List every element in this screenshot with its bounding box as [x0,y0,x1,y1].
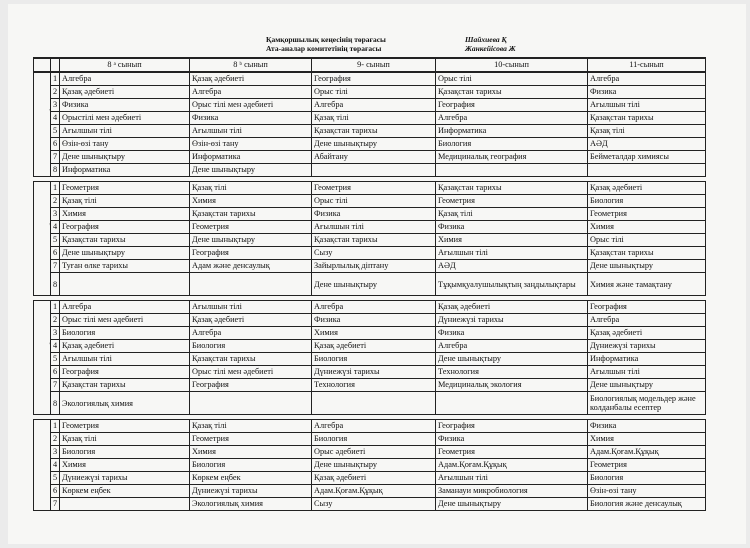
subject-cell: Дене шынықтыру [190,164,312,177]
lesson-number: 1 [51,182,60,195]
lesson-number: 2 [51,195,60,208]
subject-cell: Алгебра [588,314,706,327]
subject-cell: Медициналық экология [436,379,588,392]
header-chair-line: Қамқоршылық кеңесінің төрағасы [266,35,386,44]
subject-cell: Дене шынықтыру [436,498,588,511]
subject-cell: Туған өлке тарихы [60,260,190,273]
table-row [34,498,706,511]
subject-cell: Химия [190,446,312,459]
subject-cell: Сызу [312,498,436,511]
subject-cell: География [190,247,312,260]
subject-cell: Ағылшын тілі [190,125,312,138]
subject-cell: Физика [312,314,436,327]
subject-cell: География [588,301,706,314]
subject-cell: Медициналық география [436,151,588,164]
subject-cell: Информатика [60,164,190,177]
subject-cell: Информатика [436,125,588,138]
header-right [465,35,516,53]
subject-cell: Ағылшын тілі [436,247,588,260]
subject-cell: Адам.Қоғам.Құқық [312,485,436,498]
subject-cell: Қазақ тілі [60,195,190,208]
header-committee-line: Ата-аналар комитетінің төрағасы [266,44,382,53]
subject-cell: Орыс тілі [588,234,706,247]
subject-cell: Қазақстан тарихы [436,182,588,195]
subject-cell: Дене шынықтыру [312,138,436,151]
subject-cell: Абайтану [312,151,436,164]
lesson-number: 5 [51,234,60,247]
subject-cell: Дене шынықтыру [312,459,436,472]
subject-cell: Химия [588,433,706,446]
lesson-number: 8 [51,164,60,177]
subject-cell: Қазақ әдебиеті [60,340,190,353]
lesson-number: 5 [51,472,60,485]
subject-cell: Заманауи микробиология [436,485,588,498]
subject-cell: Алгебра [588,72,706,86]
table-row [34,485,706,498]
subject-cell: Қазақ әдебиеті [190,72,312,86]
subject-cell: Ағылшын тілі [588,99,706,112]
subject-cell: Қазақстан тарихы [190,353,312,366]
table-row [34,182,706,195]
subject-cell [436,164,588,177]
subject-cell: Ағылшын тілі [60,353,190,366]
subject-cell: Дүниежүзі тарихы [312,366,436,379]
subject-cell: Алгебра [312,420,436,433]
subject-cell: Дүниежүзі тарихы [60,472,190,485]
subject-cell: География [60,366,190,379]
subject-cell: Зайырлылық діптану [312,260,436,273]
subject-cell: География [436,99,588,112]
subject-cell: Қазақ тілі [436,208,588,221]
table-row [34,379,706,392]
subject-cell: Алгебра [436,340,588,353]
subject-cell: Қазақстан тарихы [588,247,706,260]
subject-cell: АӘД [588,138,706,151]
subject-cell: Биология [436,138,588,151]
subject-cell: Информатика [588,353,706,366]
subject-cell: Қазақ әдебиеті [588,327,706,340]
table-row [34,151,706,164]
lesson-number: 4 [51,340,60,353]
subject-cell: Химия [60,459,190,472]
subject-cell: Қазақ әдебиеті [312,340,436,353]
subject-cell: Физика [588,420,706,433]
lesson-number: 6 [51,138,60,151]
subject-cell [436,392,588,415]
subject-cell: Биология және денсаулық [588,498,706,511]
subject-cell: Биология [312,353,436,366]
column-header: 9- сынып [312,58,436,72]
lesson-number: 8 [51,392,60,415]
subject-cell: Алгебра [60,72,190,86]
table-row [34,353,706,366]
subject-cell [588,164,706,177]
subject-cell: Дене шынықтыру [588,379,706,392]
subject-cell: Дене шынықтыру [60,151,190,164]
subject-cell: Қазақ әдебиеті [60,86,190,99]
column-header: 11-сынып [588,58,706,72]
lesson-number: 5 [51,353,60,366]
subject-cell: Қазақ тілі [588,125,706,138]
subject-cell: Қазақстан тарихы [588,112,706,125]
table-row [34,472,706,485]
subject-cell: Орыс тілі [312,195,436,208]
subject-cell: Алгебра [190,86,312,99]
lesson-number: 1 [51,420,60,433]
table-row [34,221,706,234]
subject-cell: Қазақстан тарихы [312,125,436,138]
lesson-number: 7 [51,260,60,273]
subject-cell: Физика [60,99,190,112]
subject-cell: География [190,379,312,392]
subject-cell: Өзін-өзі тану [588,485,706,498]
subject-cell: Көркем еңбек [190,472,312,485]
subject-cell: Технология [312,379,436,392]
subject-cell: Қазақ әдебиеті [436,301,588,314]
table-row [34,433,706,446]
subject-cell: Дүниежүзі тарихы [588,340,706,353]
subject-cell: Биология [190,459,312,472]
subject-cell: Қазақстан тарихы [190,208,312,221]
subject-cell: Өзін-өзі тану [190,138,312,151]
subject-cell: Химия [588,221,706,234]
subject-cell: Адам.Қоғам.Құқық [436,459,588,472]
table-row [34,138,706,151]
lesson-number: 4 [51,112,60,125]
subject-cell: Химия [436,234,588,247]
subject-cell: Биология [312,433,436,446]
subject-cell: Биология [588,472,706,485]
table-row [34,446,706,459]
subject-cell: География [312,72,436,86]
subject-cell: Орыстілі мен әдебиеті [60,112,190,125]
subject-cell: Бейметалдар химиясы [588,151,706,164]
subject-cell [60,498,190,511]
subject-cell: Дүниежүзі тарихы [190,485,312,498]
table-row [34,72,706,86]
subject-cell: География [436,420,588,433]
table-row [34,99,706,112]
subject-cell [190,392,312,415]
lesson-number: 6 [51,485,60,498]
subject-cell: Адам және денсаулық [190,260,312,273]
subject-cell: Ағылшын тілі [436,472,588,485]
subject-cell: Алгебра [60,301,190,314]
subject-cell: Орыс тілі мен әдебиеті [60,314,190,327]
day-label: Сәрсенбі [48,339,51,375]
subject-cell: Қазақ әдебиеті [312,472,436,485]
subject-cell: Геометрия [436,446,588,459]
day-label-cell [34,301,51,415]
table-row [34,247,706,260]
subject-cell: Геометрия [60,182,190,195]
subject-cell: Қазақ әдебиеті [190,314,312,327]
subject-cell: Геометрия [190,221,312,234]
subject-cell: Сызу [312,247,436,260]
day-label-cell [34,420,51,511]
subject-cell: Қазақстан тарихы [436,86,588,99]
subject-cell: Ағылшын тілі [190,301,312,314]
table-row [34,420,706,433]
subject-cell: Физика [436,327,588,340]
subject-cell: Биология [60,327,190,340]
corner-cell [51,58,60,72]
subject-cell: Биология [190,340,312,353]
subject-cell: Дене шынықтыру [312,273,436,296]
subject-cell: Физика [588,86,706,99]
subject-cell: Өзін-өзі тану [60,138,190,151]
subject-cell: Химия және тамақтану [588,273,706,296]
day-label: Сейсенбі [48,220,51,256]
column-header: 8 ᵇ сынып [190,58,312,72]
lesson-number: 6 [51,366,60,379]
subject-cell: Геометрия [588,459,706,472]
subject-cell: Көркем еңбек [60,485,190,498]
lesson-number: 2 [51,433,60,446]
subject-cell: Химия [312,327,436,340]
subject-cell: Дене шынықтыру [190,234,312,247]
table-row [34,392,706,415]
subject-cell: АӘД [436,260,588,273]
subject-cell: Химия [190,195,312,208]
subject-cell: Орыс әдебиеті [312,446,436,459]
subject-cell: Орыс тілі мен әдебиеті [190,366,312,379]
header-chair-name: Шайхиева Қ [465,35,507,44]
subject-cell: Биология [60,446,190,459]
lesson-number: 3 [51,327,60,340]
lesson-number: 1 [51,72,60,86]
subject-cell: Химия [60,208,190,221]
lesson-number: 7 [51,379,60,392]
header-committee-name: Жанкейісова Ж [465,44,516,53]
subject-cell: Дене шынықтыру [60,247,190,260]
subject-cell [60,273,190,296]
subject-cell: Экологиялық химия [60,392,190,415]
table-row [34,208,706,221]
subject-cell: Алгебра [190,327,312,340]
subject-cell: Алгебра [312,99,436,112]
subject-cell: Алгебра [436,112,588,125]
lesson-number: 1 [51,301,60,314]
subject-cell: Адам.Қоғам.Құқық [588,446,706,459]
subject-cell: Дене шынықтыру [436,353,588,366]
table-row [34,125,706,138]
subject-cell: Алгебра [312,301,436,314]
lesson-number: 7 [51,498,60,511]
lesson-number: 7 [51,151,60,164]
subject-cell: Қазақ тілі [190,182,312,195]
day-label-cell [34,72,51,177]
column-header: 10-сынып [436,58,588,72]
subject-cell: Геометрия [190,433,312,446]
subject-cell: Биологиялық модельдер және колданбалы есептер [588,392,706,415]
subject-cell: Қазақ тілі [312,112,436,125]
table-row [34,234,706,247]
subject-cell: Тұқымқуалушылықтың заңдылықтары [436,273,588,296]
subject-cell: Қазақстан тарихы [60,379,190,392]
table-row [34,260,706,273]
lesson-number: 3 [51,99,60,112]
subject-cell: Қазақ әдебиеті [588,182,706,195]
subject-cell: Технология [436,366,588,379]
header-left [266,35,386,53]
subject-cell: Орыс тілі [436,72,588,86]
timetable [33,57,706,511]
lesson-number: 4 [51,221,60,234]
corner-cell [34,58,51,72]
subject-cell: Қазақ тілі [190,420,312,433]
lesson-number: 4 [51,459,60,472]
table-row [34,112,706,125]
subject-cell: Геометрия [588,208,706,221]
subject-cell: Дене шынықтыру [588,260,706,273]
lesson-number: 3 [51,208,60,221]
subject-cell: Геометрия [312,182,436,195]
lesson-number: 2 [51,86,60,99]
subject-cell: Геометрия [60,420,190,433]
column-header: 8 ᵃ сынып [60,58,190,72]
table-row [34,301,706,314]
lesson-number: 3 [51,446,60,459]
lesson-number: 8 [51,273,60,296]
subject-cell: Биология [588,195,706,208]
subject-cell [312,164,436,177]
subject-cell [312,392,436,415]
subject-cell: Геометрия [436,195,588,208]
subject-cell: Қазақ тілі [60,433,190,446]
subject-cell: Физика [190,112,312,125]
day-label-cell [34,182,51,296]
subject-cell: Қазақстан тарихы [60,234,190,247]
subject-cell: Орыс тілі [312,86,436,99]
table-row [34,327,706,340]
table-row [34,273,706,296]
subject-cell: Ағылшын тілі [588,366,706,379]
table-row [34,164,706,177]
subject-cell: Физика [436,221,588,234]
table-row [34,86,706,99]
subject-cell: Қазақстан тарихы [312,234,436,247]
subject-cell: Ағылшын тілі [312,221,436,234]
subject-cell [190,273,312,296]
subject-cell: Информатика [190,151,312,164]
subject-cell: География [60,221,190,234]
table-row [34,366,706,379]
lesson-number: 5 [51,125,60,138]
subject-cell: Орыс тілі мен әдебиеті [190,99,312,112]
subject-cell: Физика [436,433,588,446]
table-row [34,195,706,208]
subject-cell: Ағылшын тілі [60,125,190,138]
table-row [34,340,706,353]
subject-cell: Экологиялық химия [190,498,312,511]
lesson-number: 2 [51,314,60,327]
timetable-header-row [34,58,706,72]
table-row [34,459,706,472]
table-row [34,314,706,327]
lesson-number: 6 [51,247,60,260]
subject-cell: Физика [312,208,436,221]
subject-cell: Дүниежүзі тарихы [436,314,588,327]
